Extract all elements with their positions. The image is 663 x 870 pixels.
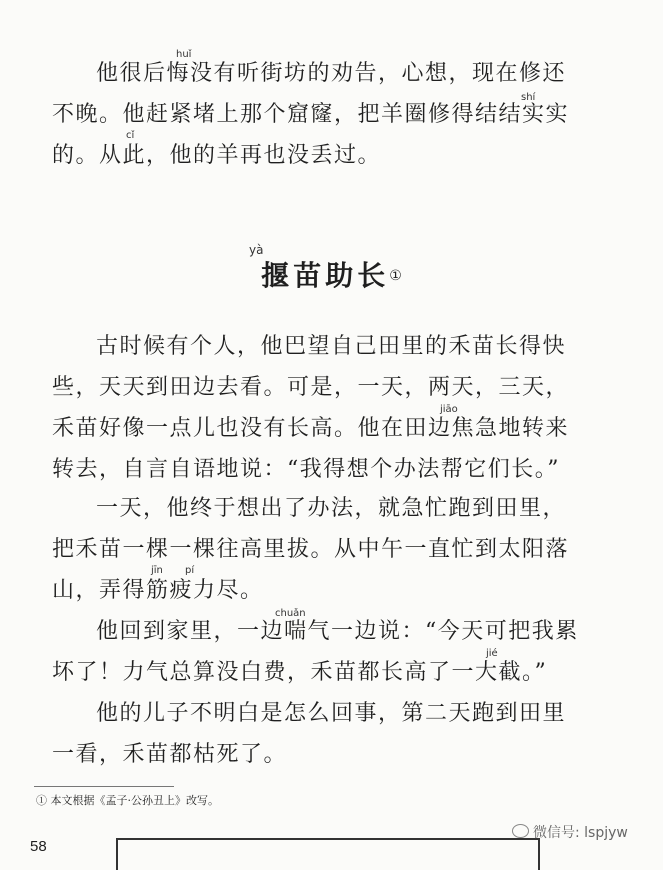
pinyin-annotation: cǐ xyxy=(126,130,135,141)
footnote-divider xyxy=(34,786,174,787)
text-line: 古时候有个人，他巴望自己田里的禾苗长得快 xyxy=(96,334,567,359)
pinyin-annotation: chuǎn xyxy=(275,608,306,619)
pinyin-annotation: jiāo xyxy=(440,404,458,415)
pinyin-annotation: jīn xyxy=(151,565,163,576)
pinyin-annotation: shí xyxy=(521,92,536,103)
footnote-marker: ① xyxy=(389,268,402,284)
text-line: 转去，自言自语地说：“我得想个办法帮它们长。” xyxy=(52,457,560,482)
text-line: 不晚。他赶紧堵上那个窟窿，把羊圈修得结结实实 xyxy=(52,102,570,127)
pinyin-annotation: pí xyxy=(185,565,195,576)
page-number: 58 xyxy=(30,838,47,855)
text-line: 坏了！力气总算没白费，禾苗都长高了一大截。” xyxy=(52,660,548,685)
text-line: 他的儿子不明白是怎么回事，第二天跑到田里 xyxy=(96,701,567,726)
text-line: 一看，禾苗都枯死了。 xyxy=(52,742,288,767)
text-line: 把禾苗一棵一棵往高里拔。从中午一直忙到太阳落 xyxy=(52,537,570,562)
watermark-text: 微信号: lspjyw xyxy=(533,825,628,841)
pinyin-annotation: jié xyxy=(486,648,498,659)
title-pinyin: yà xyxy=(249,243,264,257)
text-line: 一天，他终于想出了办法，就急忙跑到田里， xyxy=(96,496,567,521)
text-line: 禾苗好像一点儿也没有长高。他在田边焦急地转来 xyxy=(52,416,570,441)
pinyin-annotation: huǐ xyxy=(176,49,192,60)
footnote: ① 本文根据《孟子·公孙丑上》改写。 xyxy=(36,794,219,807)
text-line: 他很后悔没有听街坊的劝告，心想，现在修还 xyxy=(96,61,567,86)
text-line: 些，天天到田边去看。可是，一天，两天，三天， xyxy=(52,375,570,400)
text-line: 的。从此，他的羊再也没丢过。 xyxy=(52,143,382,168)
title-text: 揠苗助长 xyxy=(261,259,390,292)
text-line: 山，弄得筋疲力尽。 xyxy=(52,578,264,603)
next-page-frame xyxy=(116,838,540,870)
text-line: 他回到家里，一边喘气一边说：“今天可把我累 xyxy=(96,619,579,644)
story-title xyxy=(0,259,663,293)
watermark xyxy=(512,822,628,842)
wechat-icon xyxy=(512,824,529,838)
